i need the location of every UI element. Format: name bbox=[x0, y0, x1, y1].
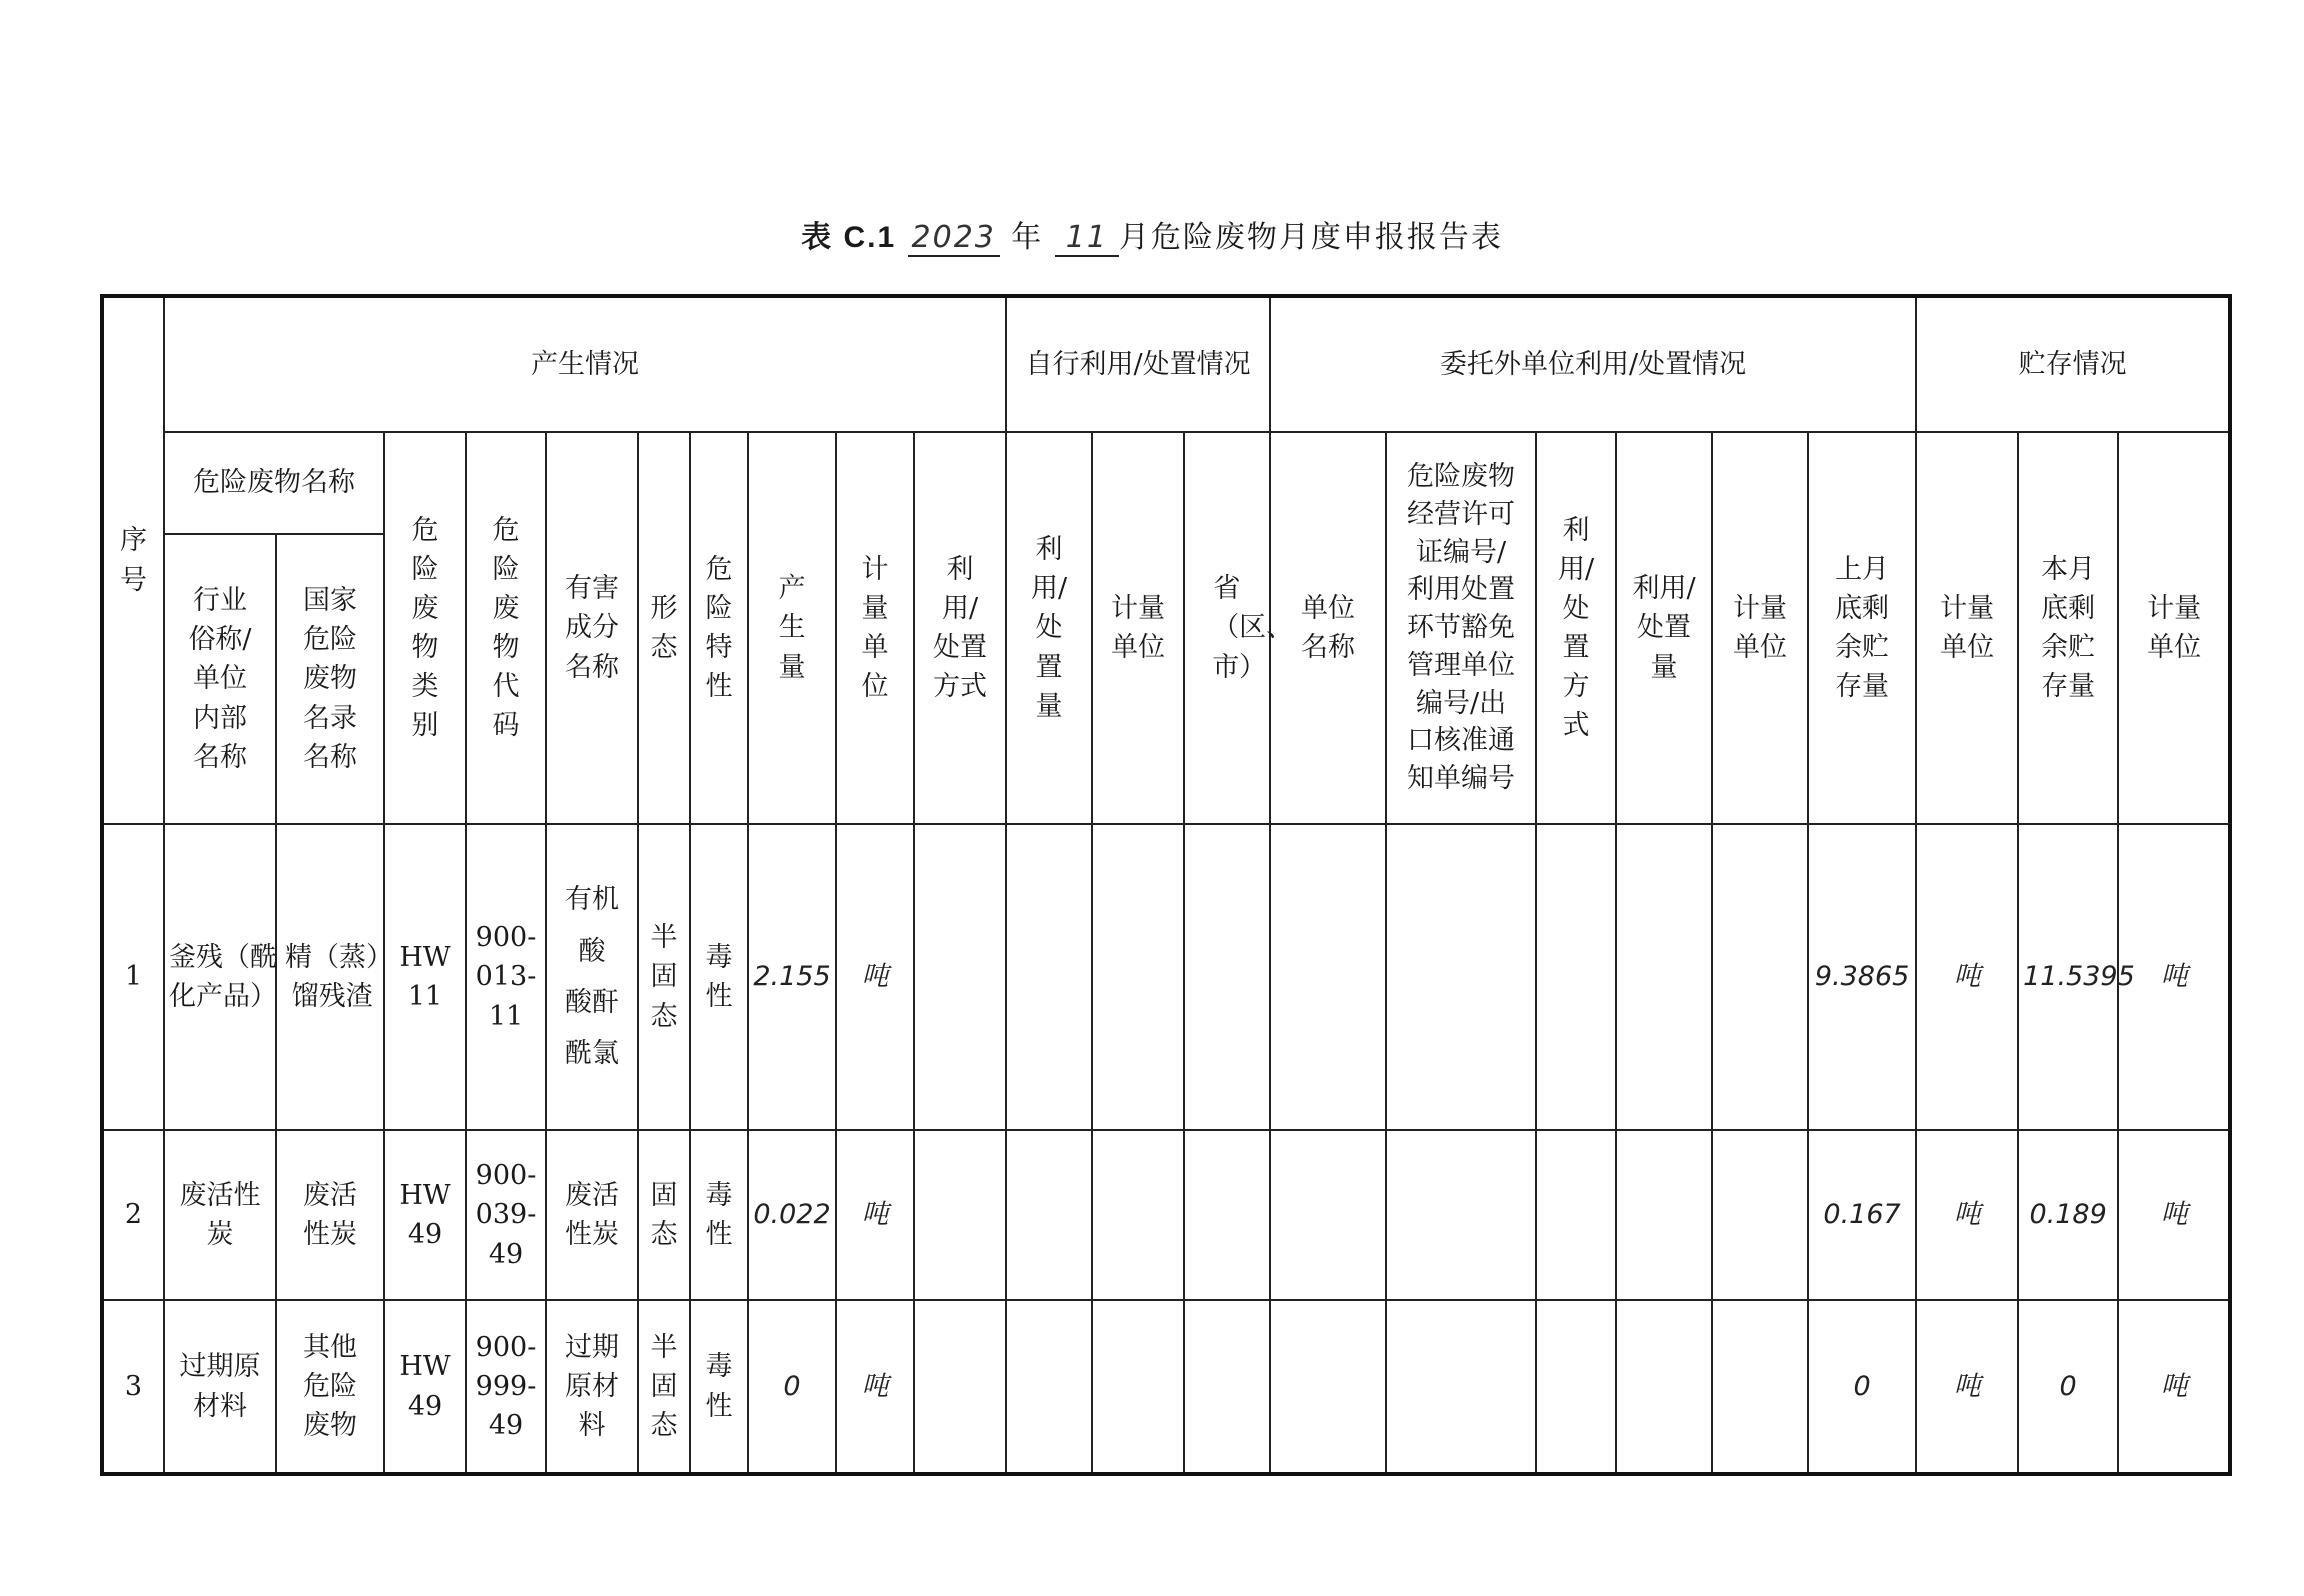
row-this-stock: 0.189 bbox=[2018, 1130, 2118, 1300]
row-harmful: 过期原材料 bbox=[546, 1300, 638, 1474]
header-waste-name: 危险废物名称 bbox=[164, 432, 384, 534]
title-text: 月危险废物月度申报报告表 bbox=[1118, 220, 1503, 255]
row-ent-unit bbox=[1712, 1130, 1808, 1300]
row-hazard: 毒性 bbox=[690, 1130, 748, 1300]
row-ent-amount bbox=[1616, 1130, 1712, 1300]
row-amount: 0.022 bbox=[748, 1130, 836, 1300]
header-license: 危险废物经营许可证编号/利用处置环节豁免管理单位编号/出口核准通知单编号 bbox=[1386, 432, 1536, 824]
row-ent-unit bbox=[1712, 1300, 1808, 1474]
header-province: 省（区、市） bbox=[1184, 432, 1270, 824]
header-storage: 贮存情况 bbox=[1916, 296, 2230, 432]
row-category: HW49 bbox=[384, 1130, 466, 1300]
header-self-use: 自行利用/处置情况 bbox=[1006, 296, 1270, 432]
header-ent-unit: 计量单位 bbox=[1712, 432, 1808, 824]
row-this-unit: 吨 bbox=[2118, 1130, 2230, 1300]
row-ent-amount bbox=[1616, 1300, 1712, 1474]
row-category: HW11 bbox=[384, 824, 466, 1130]
row-seq: 3 bbox=[102, 1300, 164, 1474]
row-org-name bbox=[1270, 1130, 1386, 1300]
row-harmful-2: 酸酐 bbox=[565, 987, 619, 1018]
row-form: 固态 bbox=[638, 1130, 690, 1300]
row-code: 900-999-49 bbox=[466, 1300, 546, 1474]
row-hazard: 毒性 bbox=[690, 824, 748, 1130]
waste-report-table bbox=[100, 294, 2232, 1476]
header-seq: 序号 bbox=[102, 296, 164, 824]
row-this-unit: 吨 bbox=[2118, 824, 2230, 1130]
header-this-stock: 本月底剩余贮存量 bbox=[2018, 432, 2118, 824]
header-industry-name: 行业俗称/单位内部名称 bbox=[164, 534, 276, 824]
header-last-unit: 计量单位 bbox=[1916, 432, 2018, 824]
header-hazard: 危险特性 bbox=[690, 432, 748, 824]
row-this-stock: 0 bbox=[2018, 1300, 2118, 1474]
row-this-unit: 吨 bbox=[2118, 1300, 2230, 1474]
row-code: 900-039-49 bbox=[466, 1130, 546, 1300]
title-year-suffix: 年 bbox=[1011, 220, 1044, 255]
header-ent-amount: 利用/处置量 bbox=[1616, 432, 1712, 824]
row-code: 900-013-11 bbox=[466, 824, 546, 1130]
row-self-method bbox=[914, 1300, 1006, 1474]
row-last-unit: 吨 bbox=[1916, 1130, 2018, 1300]
header-this-unit: 计量单位 bbox=[2118, 432, 2230, 824]
row-org-name bbox=[1270, 1300, 1386, 1474]
header-org-name: 单位名称 bbox=[1270, 432, 1386, 824]
title-month: 11 bbox=[1055, 220, 1119, 257]
row-form: 半固态 bbox=[638, 1300, 690, 1474]
table-row bbox=[102, 1130, 2230, 1300]
row-unit: 吨 bbox=[836, 824, 914, 1130]
row-this-stock: 11.5395 bbox=[2018, 824, 2118, 1130]
row-province bbox=[1184, 1130, 1270, 1300]
row-amount: 0 bbox=[748, 1300, 836, 1474]
row-harmful-3: 酰氯 bbox=[565, 1038, 619, 1070]
header-category: 危险废物类别 bbox=[384, 432, 466, 824]
row-seq: 2 bbox=[102, 1130, 164, 1300]
row-industry-name: 釜残（酰化产品） bbox=[164, 824, 276, 1130]
row-self-method bbox=[914, 824, 1006, 1130]
row-industry-name: 过期原材料 bbox=[164, 1300, 276, 1474]
row-industry-name: 废活性炭 bbox=[164, 1130, 276, 1300]
row-form: 半固态 bbox=[638, 824, 690, 1130]
row-harmful bbox=[546, 824, 638, 1130]
table-row bbox=[102, 824, 2230, 1130]
row-province bbox=[1184, 824, 1270, 1130]
header-amount: 产生量 bbox=[748, 432, 836, 824]
row-license bbox=[1386, 1130, 1536, 1300]
row-amount: 2.155 bbox=[748, 824, 836, 1130]
row-national-name: 废活性炭 bbox=[276, 1130, 384, 1300]
row-ent-method bbox=[1536, 824, 1616, 1130]
row-hazard: 毒性 bbox=[690, 1300, 748, 1474]
row-ent-method bbox=[1536, 1130, 1616, 1300]
row-last-unit: 吨 bbox=[1916, 1300, 2018, 1474]
row-national-name: 其他危险废物 bbox=[276, 1300, 384, 1474]
row-last-stock: 0.167 bbox=[1808, 1130, 1916, 1300]
header-harmful: 有害成分名称 bbox=[546, 432, 638, 824]
header-self-unit: 计量单位 bbox=[1092, 432, 1184, 824]
row-province bbox=[1184, 1300, 1270, 1474]
header-unit: 计量单位 bbox=[836, 432, 914, 824]
row-ent-unit bbox=[1712, 824, 1808, 1130]
row-self-unit bbox=[1092, 1130, 1184, 1300]
row-seq: 1 bbox=[102, 824, 164, 1130]
row-last-stock: 9.3865 bbox=[1808, 824, 1916, 1130]
header-self-amount: 利用/处置量 bbox=[1006, 432, 1092, 824]
row-harmful-1: 有机酸 bbox=[565, 884, 619, 967]
row-last-unit: 吨 bbox=[1916, 824, 2018, 1130]
row-license bbox=[1386, 824, 1536, 1130]
row-ent-method bbox=[1536, 1300, 1616, 1474]
row-self-unit bbox=[1092, 1300, 1184, 1474]
row-harmful: 废活性炭 bbox=[546, 1130, 638, 1300]
row-category: HW49 bbox=[384, 1300, 466, 1474]
row-self-amount bbox=[1006, 1130, 1092, 1300]
row-self-method bbox=[914, 1130, 1006, 1300]
title-year: 2023 bbox=[908, 220, 1000, 257]
header-national-name: 国家危险废物名录名称 bbox=[276, 534, 384, 824]
title-prefix: 表 C.1 bbox=[801, 221, 897, 254]
header-last-stock: 上月底剩余贮存量 bbox=[1808, 432, 1916, 824]
report-title bbox=[0, 212, 2304, 257]
row-last-stock: 0 bbox=[1808, 1300, 1916, 1474]
header-production: 产生情况 bbox=[164, 296, 1006, 432]
row-license bbox=[1386, 1300, 1536, 1474]
row-unit: 吨 bbox=[836, 1130, 914, 1300]
row-org-name bbox=[1270, 824, 1386, 1130]
header-self-method: 利用/处置方式 bbox=[914, 432, 1006, 824]
header-ent-method: 利用/处置方式 bbox=[1536, 432, 1616, 824]
header-entrusted: 委托外单位利用/处置情况 bbox=[1270, 296, 1916, 432]
row-self-amount bbox=[1006, 824, 1092, 1130]
row-self-amount bbox=[1006, 1300, 1092, 1474]
row-unit: 吨 bbox=[836, 1300, 914, 1474]
row-national-name: 精（蒸）馏残渣 bbox=[276, 824, 384, 1130]
row-ent-amount bbox=[1616, 824, 1712, 1130]
row-self-unit bbox=[1092, 824, 1184, 1130]
table-row bbox=[102, 1300, 2230, 1474]
header-code: 危险废物代码 bbox=[466, 432, 546, 824]
header-form: 形态 bbox=[638, 432, 690, 824]
